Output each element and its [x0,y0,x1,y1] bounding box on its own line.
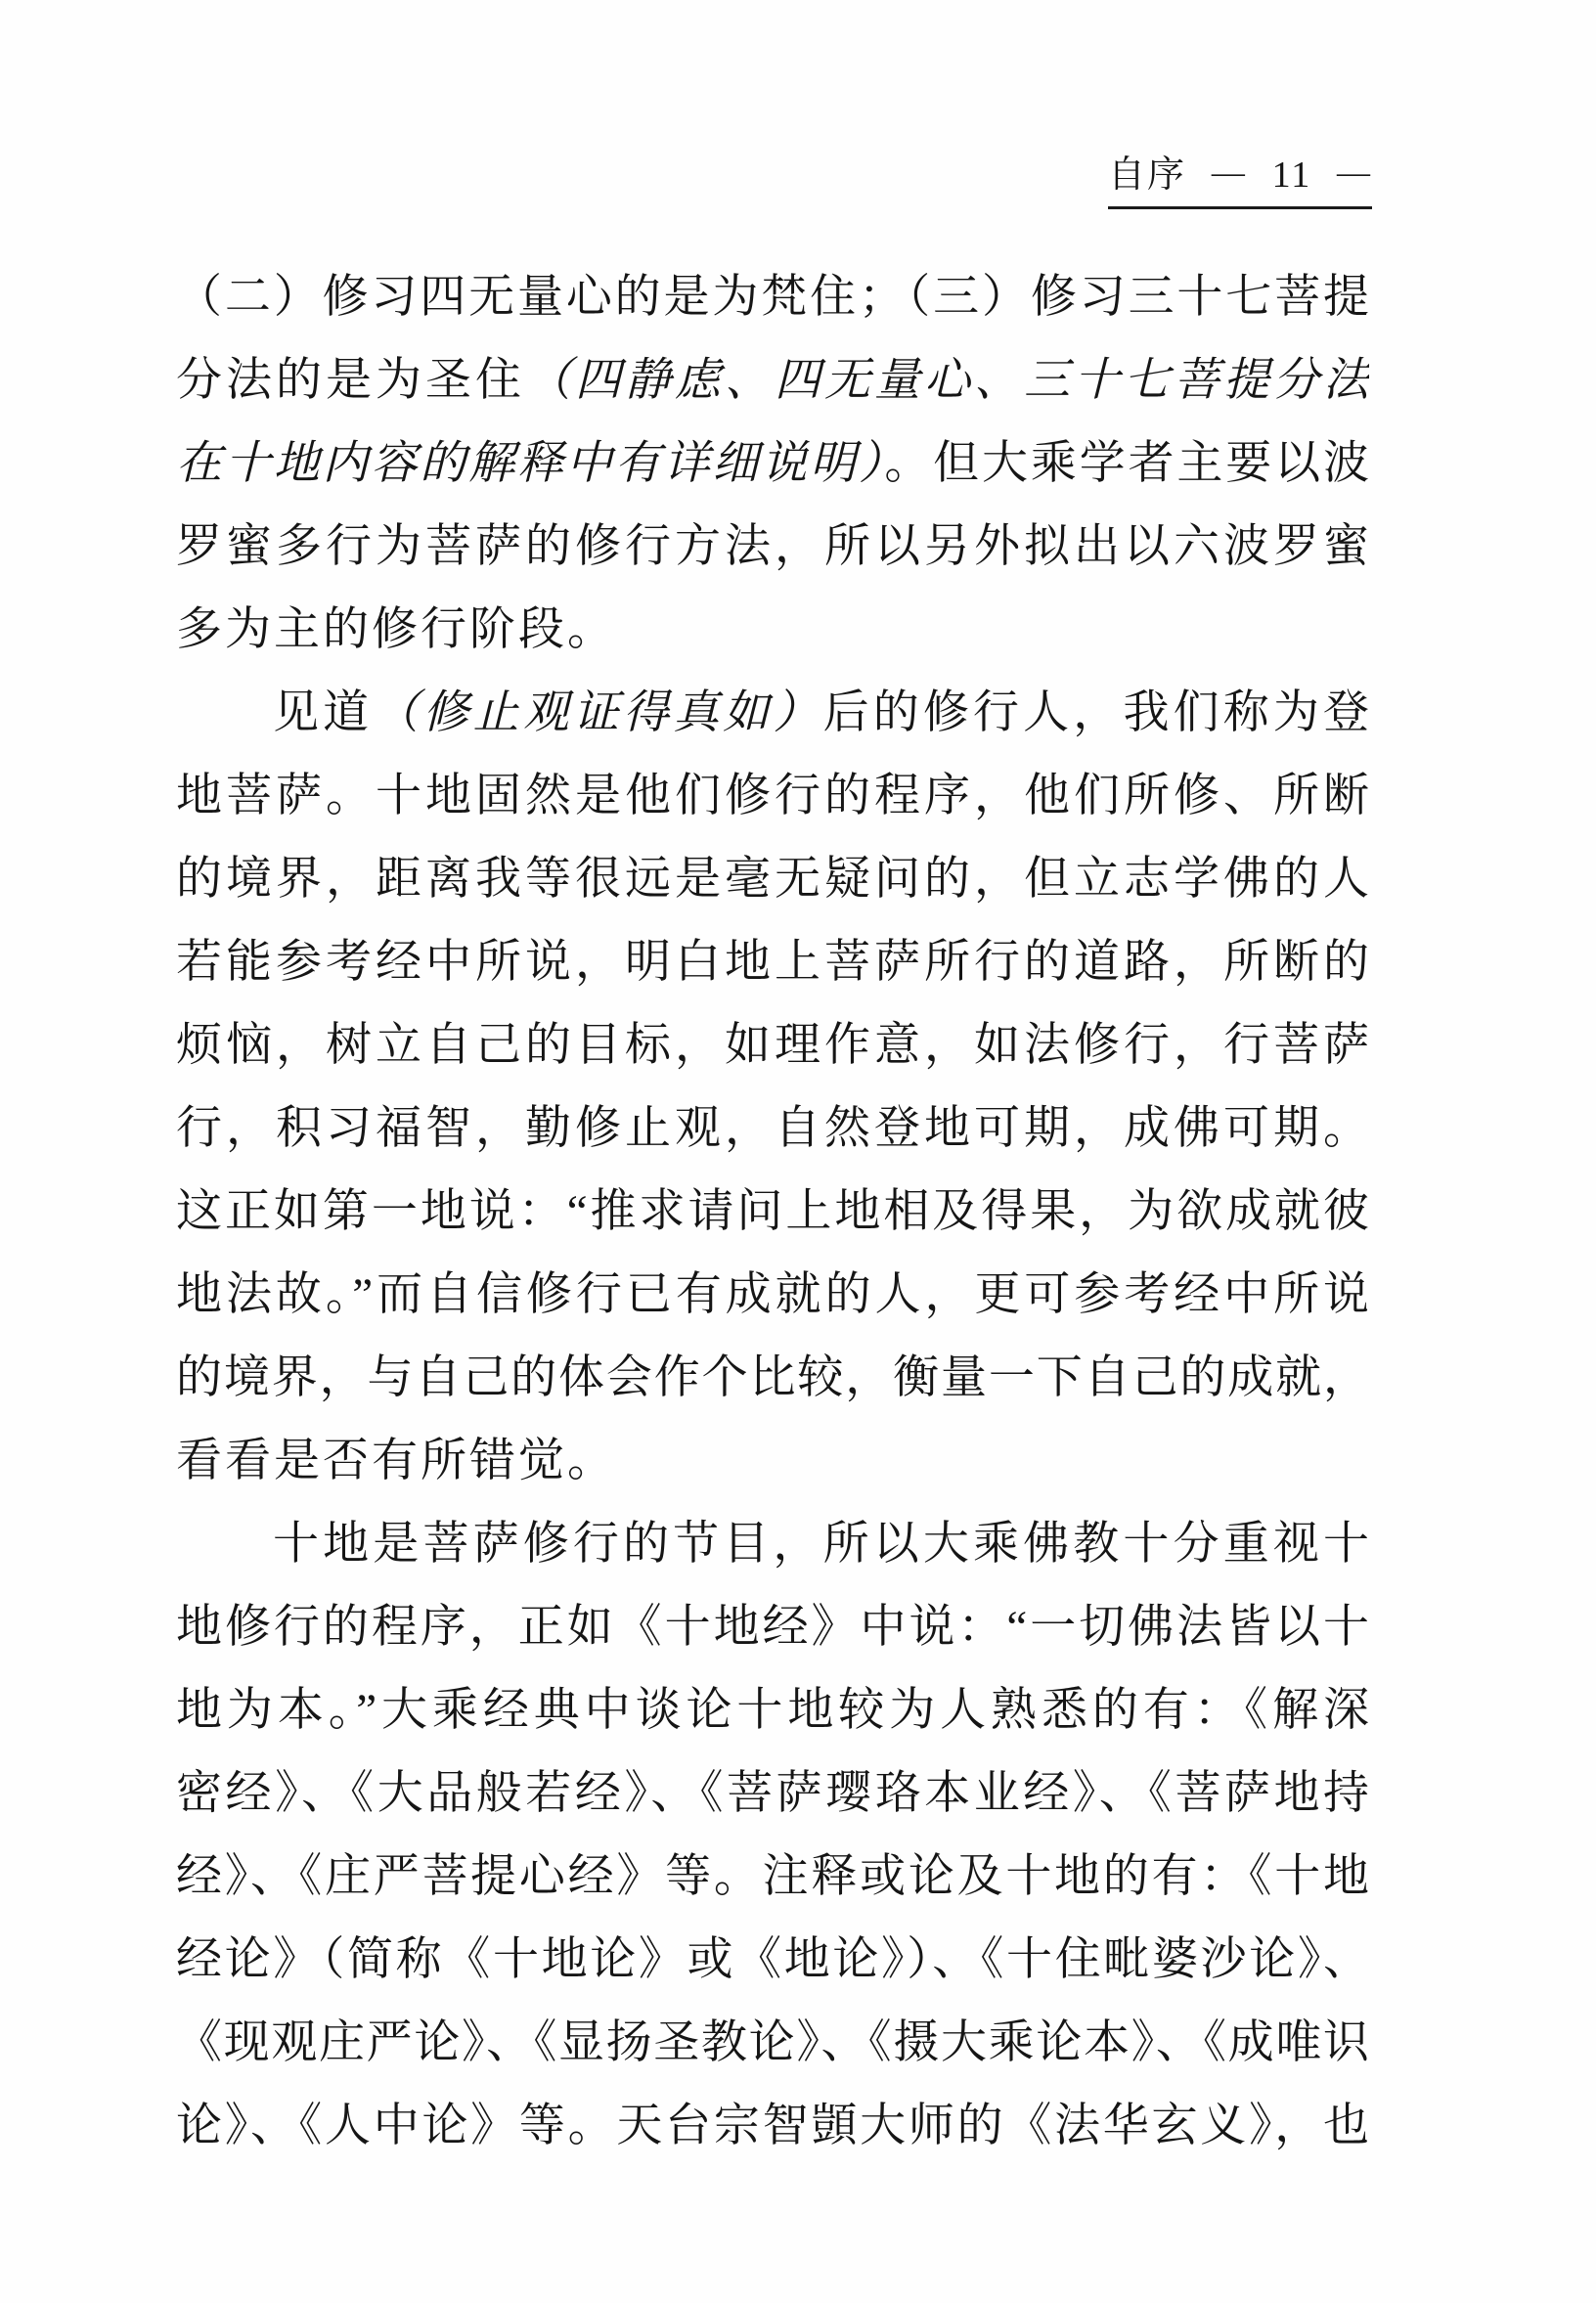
header-section-title: 自序 [1108,155,1187,196]
text-line [176,838,1369,921]
text-run-song: 后的修行人，我们称为登 [822,687,1369,738]
text-run-song: 若能参考经中所说，明白地上菩萨所行的道路，所断的 [176,937,1369,988]
text-line [176,2002,1369,2085]
text-run-song: 地法故。”而自信修行已有成就的人，更可参考经中所说 [176,1269,1369,1320]
text-run-song: 地为本。”大乘经典中谈论十地较为人熟悉的有：《解深 [176,1685,1369,1736]
text-line [176,589,1369,672]
text-run-song: （二）修习四无量心的是为梵住；（三）修习三十七菩提 [176,272,1369,323]
text-run-kai: 在十地内容的解释中有详细说明） [176,438,885,489]
text-run-song: 经论》（简称《十地论》或《地论》）、《十住毗婆沙论》、 [176,1934,1369,1985]
text-run-song: 烦恼，树立自己的目标，如理作意，如法修行，行菩萨 [176,1020,1369,1071]
text-run-song: 的境界，距离我等很远是毫无疑问的，但立志学佛的人 [176,854,1369,905]
text-line [176,1337,1369,1420]
text-run-kai: （四静虑、四无量心、三十七菩提分法 [525,355,1369,406]
text-run-song: 行，积习福智，勤修止观，自然登地可期，成佛可期。 [176,1103,1369,1154]
text-run-kai: （修止观证得真如） [373,687,823,738]
running-header [1108,153,1372,209]
text-line [176,1586,1369,1669]
text-run-song: 《现观庄严论》、《显扬圣教论》、《摄大乘论本》、《成唯识 [176,2017,1369,2068]
text-line [176,256,1369,339]
text-run-song: 地菩萨。十地固然是他们修行的程序，他们所修、所断 [176,771,1369,821]
text-line [176,1171,1369,1254]
text-run-song: 十地是菩萨修行的节目，所以大乘佛教十分重视十 [273,1519,1369,1570]
text-run-song: 罗蜜多行为菩萨的修行方法，所以另外拟出以六波罗蜜 [176,521,1369,572]
header-dash-right: — [1337,155,1372,191]
text-line [176,1087,1369,1171]
text-line [176,1669,1369,1752]
text-line [176,755,1369,838]
text-line [176,921,1369,1004]
text-line [176,672,1369,755]
text-line [176,1503,1369,1586]
text-line [176,1752,1369,1836]
header-dash-left: — [1211,155,1247,191]
text-run-song: 多为主的修行阶段。 [176,604,616,655]
text-line [176,2085,1369,2168]
text-run-song: 这正如第一地说：“推求请问上地相及得果，为欲成就彼 [176,1186,1369,1237]
text-line [176,1004,1369,1087]
text-run-song: 的境界，与自己的体会作个比较，衡量一下自己的成就， [176,1352,1369,1403]
text-line [176,1254,1369,1337]
text-line [176,1836,1369,1919]
text-run-song: 地修行的程序，正如《十地经》中说：“一切佛法皆以十 [176,1602,1369,1653]
text-run-song: 。但大乘学者主要以波 [884,438,1369,489]
text-line [176,1420,1369,1503]
text-run-song: 论》、《人中论》等。天台宗智顗大师的《法华玄义》，也 [176,2101,1369,2151]
page-body-text [176,256,1369,2168]
text-run-song: 密经》、《大品般若经》、《菩萨璎珞本业经》、《菩萨地持 [176,1768,1369,1819]
header-page-number: 11 [1271,155,1312,196]
text-run-song: 分法的是为圣住 [176,355,525,406]
text-run-song: 见道 [273,687,374,738]
text-run-song: 看看是否有所错觉。 [176,1436,616,1486]
text-run-song: 经》、《庄严菩提心经》等。注释或论及十地的有：《十地 [176,1851,1369,1902]
text-line [176,1919,1369,2002]
text-line [176,339,1369,422]
text-line [176,506,1369,589]
text-line [176,422,1369,506]
